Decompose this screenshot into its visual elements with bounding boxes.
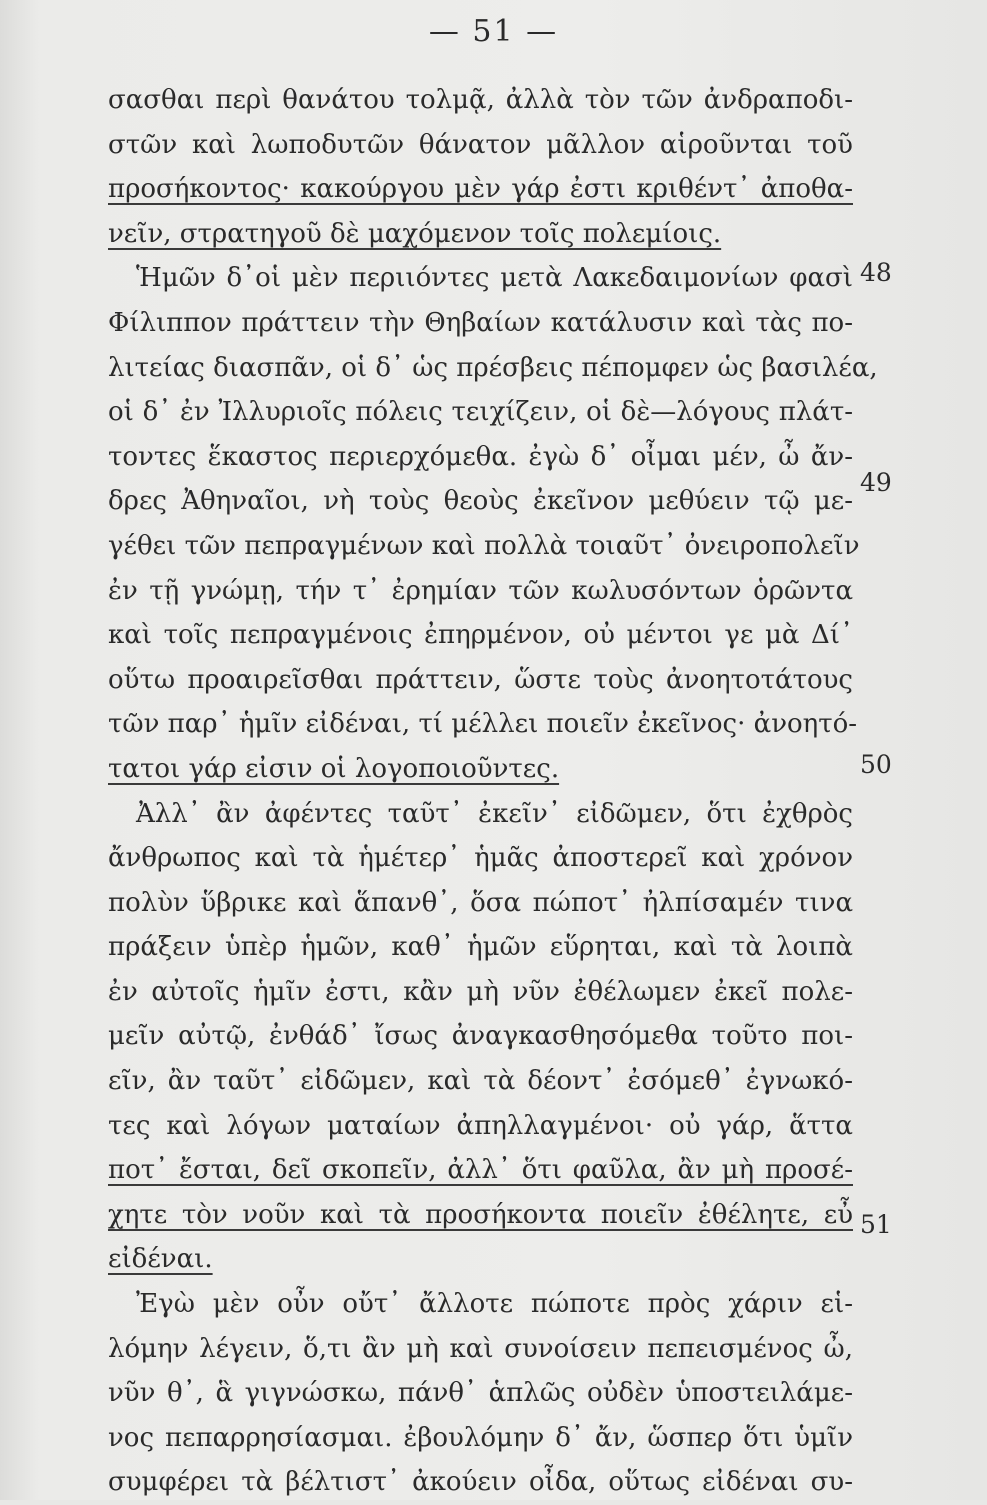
text-line: καὶ τοῖς πεπραγμένοις ἐπηρμένον, οὐ μέντοι γε μὰ Δί᾿ <box>108 620 853 651</box>
text-line: δρες Ἀθηναῖοι, νὴ τοὺς θεοὺς ἐκεῖνον μεθύειν τῷ με- <box>108 486 853 517</box>
text-line: τῶν παρ᾿ ἡμῖν εἰδέναι, τί μέλλει ποιεῖν ἐκεῖνος· ἀνοητό- <box>108 709 858 740</box>
text-line: μεῖν αὐτῷ, ἐνθάδ᾿ ἴσως ἀναγκασθησόμεθα τοῦτο ποι- <box>108 1021 853 1052</box>
text-line: ἐν αὐτοῖς ἡμῖν ἐστι, κἂν μὴ νῦν ἐθέλωμεν ἐκεῖ πολε- <box>108 976 853 1007</box>
text-line: νεῖν, στρατηγοῦ δὲ μαχόμενον τοῖς πολεμίοις. <box>108 218 722 249</box>
text-line: οἱ δ᾿ ἐν Ἰλλυριοῖς πόλεις τειχίζειν, οἱ δὲ—λόγους πλάτ- <box>108 397 853 428</box>
text-line: χητε τὸν νοῦν καὶ τὰ προσήκοντα ποιεῖν ἐθέλητε, εὖ <box>108 1199 853 1230</box>
page-number: — 51 — <box>428 14 559 49</box>
margin-section-number: 50 <box>860 750 892 779</box>
text-line: λιτείας διασπᾶν, οἱ δ᾿ ὡς πρέσβεις πέπομφεν ὡς βασιλέα, <box>108 352 878 383</box>
text-line: λόμην λέγειν, ὅ,τι ἂν μὴ καὶ συνοίσειν πεπεισμένος ὦ, <box>108 1333 853 1364</box>
text-line: στῶν καὶ λωποδυτῶν θάνατον μᾶλλον αἱροῦνται τοῦ <box>108 129 853 160</box>
text-line: οὕτω προαιρεῖσθαι πράττειν, ὥστε τοὺς ἀνοητοτάτους <box>108 664 853 695</box>
margin-section-number: 51 <box>860 1210 892 1239</box>
text-line: πολὺν ὕβρικε καὶ ἅπανθ᾿, ὅσα πώποτ᾿ ἠλπίσαμέν τινα <box>108 887 853 918</box>
text-line: τοντες ἕκαστος περιερχόμεθα. ἐγὼ δ᾿ οἶμαι μέν, ὦ ἄν- <box>108 441 853 472</box>
margin-section-number: 49 <box>860 468 892 497</box>
text-line: Ἀλλ᾿ ἂν ἀφέντες ταῦτ᾿ ἐκεῖν᾿ εἰδῶμεν, ὅτι ἐχθρὸς <box>136 798 853 829</box>
text-line: Ἐγὼ μὲν οὖν οὔτ᾿ ἄλλοτε πώποτε πρὸς χάριν εἱ- <box>136 1289 853 1320</box>
text-line: ποτ᾿ ἔσται, δεῖ σκοπεῖν, ἀλλ᾿ ὅτι φαῦλα, ἂν μὴ προσέ- <box>108 1155 853 1186</box>
text-line: τατοι γάρ εἰσιν οἱ λογοποιοῦντες. <box>108 753 560 784</box>
text-line: ἄνθρωπος καὶ τὰ ἡμέτερ᾿ ἡμᾶς ἀποστερεῖ καὶ χρόνον <box>108 843 853 874</box>
text-line: νῦν θ᾿, ἃ γιγνώσκω, πάνθ᾿ ἁπλῶς οὐδὲν ὑποστειλάμε- <box>108 1378 853 1409</box>
text-line: τες καὶ λόγων ματαίων ἀπηλλαγμένοι· οὐ γάρ, ἅττα <box>108 1110 853 1141</box>
text-line: συμφέρει τὰ βέλτιστ᾿ ἀκούειν οἶδα, οὕτως εἰδέναι συ- <box>108 1467 853 1498</box>
text-line: Φίλιππον πράττειν τὴν Θηβαίων κατάλυσιν καὶ τὰς πο- <box>108 307 853 338</box>
text-line: Ἡμῶν δ᾿οἱ μὲν περιιόντες μετὰ Λακεδαιμονίων φασὶ <box>136 263 853 294</box>
text-line: εῖν, ἂν ταῦτ᾿ εἰδῶμεν, καὶ τὰ δέοντ᾿ ἐσόμεθ᾿ ἐγνωκό- <box>108 1066 853 1097</box>
text-line: νος πεπαρρησίασμαι. ἐβουλόμην δ᾿ ἄν, ὥσπερ ὅτι ὑμῖν <box>108 1422 853 1453</box>
text-line: εἰδέναι. <box>108 1244 213 1275</box>
text-line: πράξειν ὑπὲρ ἡμῶν, καθ᾿ ἡμῶν εὕρηται, καὶ τὰ λοιπὰ <box>108 932 853 963</box>
text-line: ἐν τῇ γνώμῃ, τήν τ᾿ ἐρημίαν τῶν κωλυσόντων ὁρῶντα <box>108 575 853 606</box>
text-line: γέθει τῶν πεπραγμένων καὶ πολλὰ τοιαῦτ᾿ ὀνειροπολεῖν <box>108 530 860 561</box>
margin-section-number: 48 <box>860 258 892 287</box>
text-line: σασθαι περὶ θανάτου τολμᾷ, ἀλλὰ τὸν τῶν ἀνδραποδι- <box>108 85 853 115</box>
text-line: προσήκοντος· κακούργου μὲν γάρ ἐστι κριθέντ᾿ ἀποθα- <box>108 174 853 205</box>
